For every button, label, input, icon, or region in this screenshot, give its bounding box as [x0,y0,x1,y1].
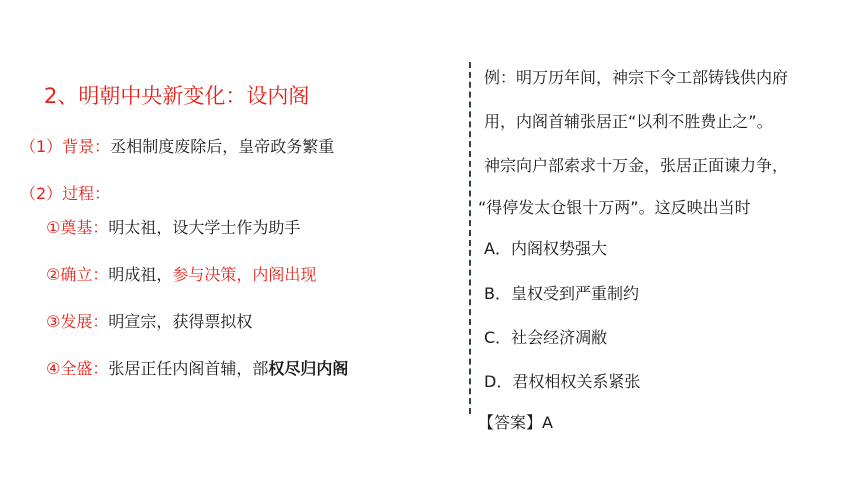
step-item [46,309,252,332]
background-text: 丞相制度废除后，皇帝政务繁重 [110,137,335,156]
step-text-bold: 权尽归内阁 [268,359,349,378]
question-line: “得停发太仓银十万两”。这反映出当时 [478,198,751,217]
step-label: ④全盛： [46,359,109,378]
step-text: 明成祖， [108,265,173,284]
question-line: 神宗向户部索求十万金，张居正面谏力争， [484,156,789,175]
step-item [46,215,300,238]
step-text: 明宣宗，获得票拟权 [108,312,253,331]
step-text: 明太祖，设大学士作为助手 [108,218,301,237]
step-label: ①奠基： [46,218,109,237]
option-c: C．社会经济凋敝 [484,328,608,347]
step-item [46,262,316,285]
answer: 【答案】A [478,413,553,432]
dashed-divider [469,62,471,414]
option-b: B．皇权受到严重制约 [484,284,639,303]
question-line: 用，内阁首辅张居正“以利不胜费止之”。 [484,112,773,131]
question-line: 例：明万历年间，神宗下令工部铸钱供内府 [484,68,789,87]
step-text-highlight: 参与决策，内阁出现 [172,265,317,284]
background-label: （1）背景： [20,137,111,156]
background-line [20,134,334,157]
step-item [46,356,348,379]
step-label: ②确立： [46,265,109,284]
process-label: （2）过程： [20,184,111,203]
option-d: D．君权相权关系紧张 [484,372,641,391]
step-label: ③发展： [46,312,109,331]
option-a: A．内阁权势强大 [484,239,607,258]
step-text: 张居正任内阁首辅，部 [108,359,269,378]
section-title: 2、明朝中央新变化：设内阁 [44,84,310,108]
